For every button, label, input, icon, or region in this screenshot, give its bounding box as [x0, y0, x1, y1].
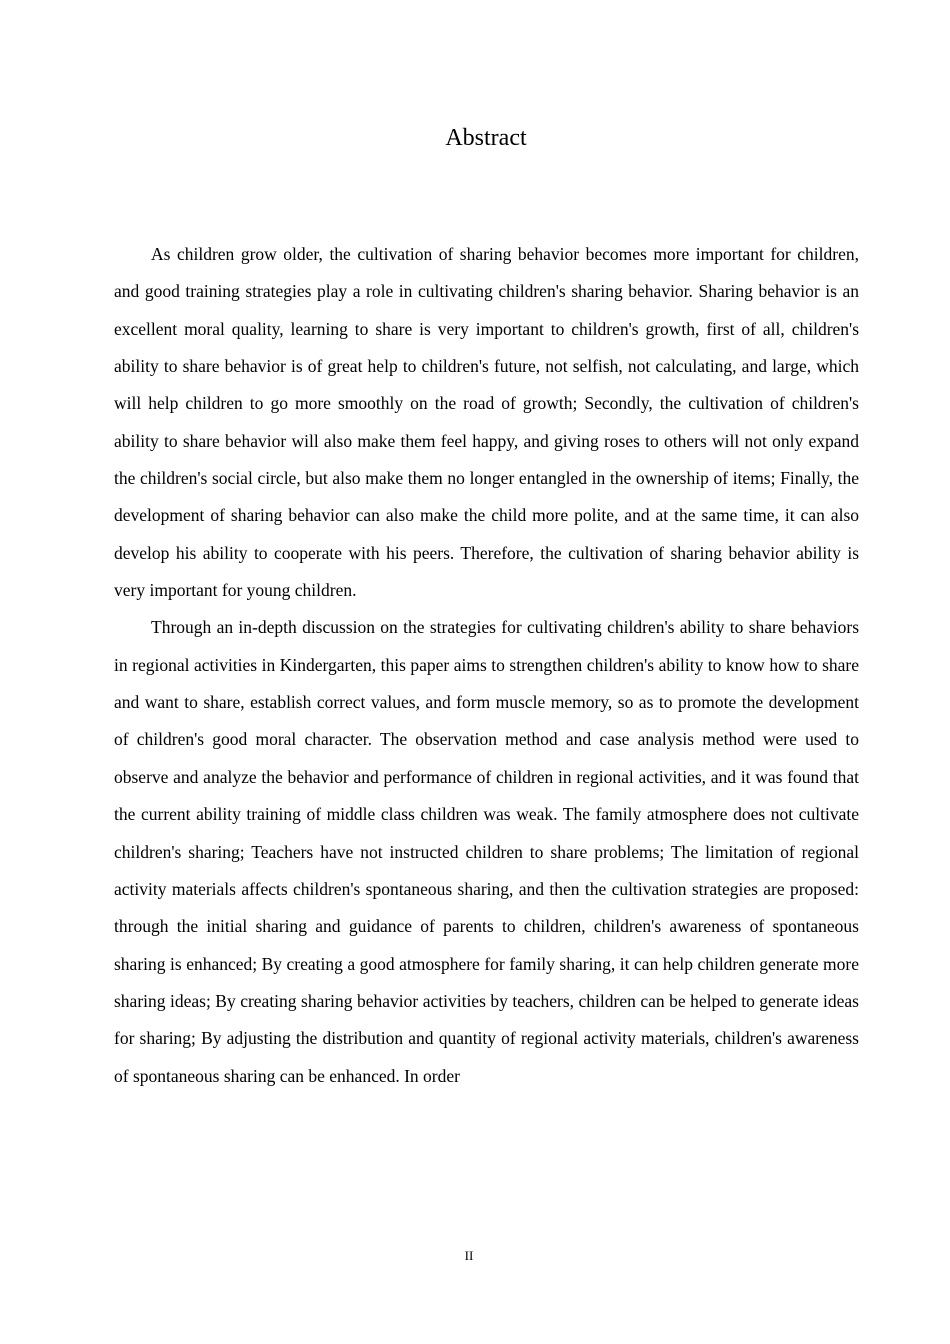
- page-number: II: [464, 1248, 474, 1263]
- abstract-body: [114, 236, 859, 1095]
- abstract-title: Abstract: [445, 125, 527, 151]
- abstract-paragraph-1: As children grow older, the cultivation of sharing behavior becomes more important for children, and good training strategies play a role in cultivating children's sharing behavior. Sharing behavior is an excellent moral quality, learning to share is very important to children's growth, first of all, children's ability to share behavior is of great help to children's future, not selfish, not calculating, and large, which will help children to go more smoothly on the road of growth; Secondly, the cultivation of children's ability to share behavior will also make them feel happy, and giving roses to others will not only expand the children's social circle, but also make them no longer entangled in the ownership of items; Finally, the development of sharing behavior can also make the child more polite, and at the same time, it can also develop his ability to cooperate with his peers. Therefore, the cultivation of sharing behavior ability is very important for young children.: [114, 244, 859, 601]
- abstract-paragraph-2: Through an in-depth discussion on the strategies for cultivating children's ability to share behaviors in regional activities in Kindergarten, this paper aims to strengthen children's ability to know how to share and want to share, establish correct values, and form muscle memory, so as to promote the development of children's good moral character. The observation method and case analysis method were used to observe and analyze the behavior and performance of children in regional activities, and it was found that the current ability training of middle class children was weak. The family atmosphere does not cultivate children's sharing; Teachers have not instructed children to share problems; The limitation of regional activity materials affects children's spontaneous sharing, and then the cultivation strategies are proposed: through the initial sharing and guidance of parents to children, children's awareness of spontaneous sharing is enhanced; By creating a good atmosphere for family sharing, it can help children generate more sharing ideas; By creating sharing behavior activities by teachers, children can be helped to generate ideas for sharing; By adjusting the distribution and quantity of regional activity materials, children's awareness of spontaneous sharing can be enhanced. In order: [114, 617, 859, 1086]
